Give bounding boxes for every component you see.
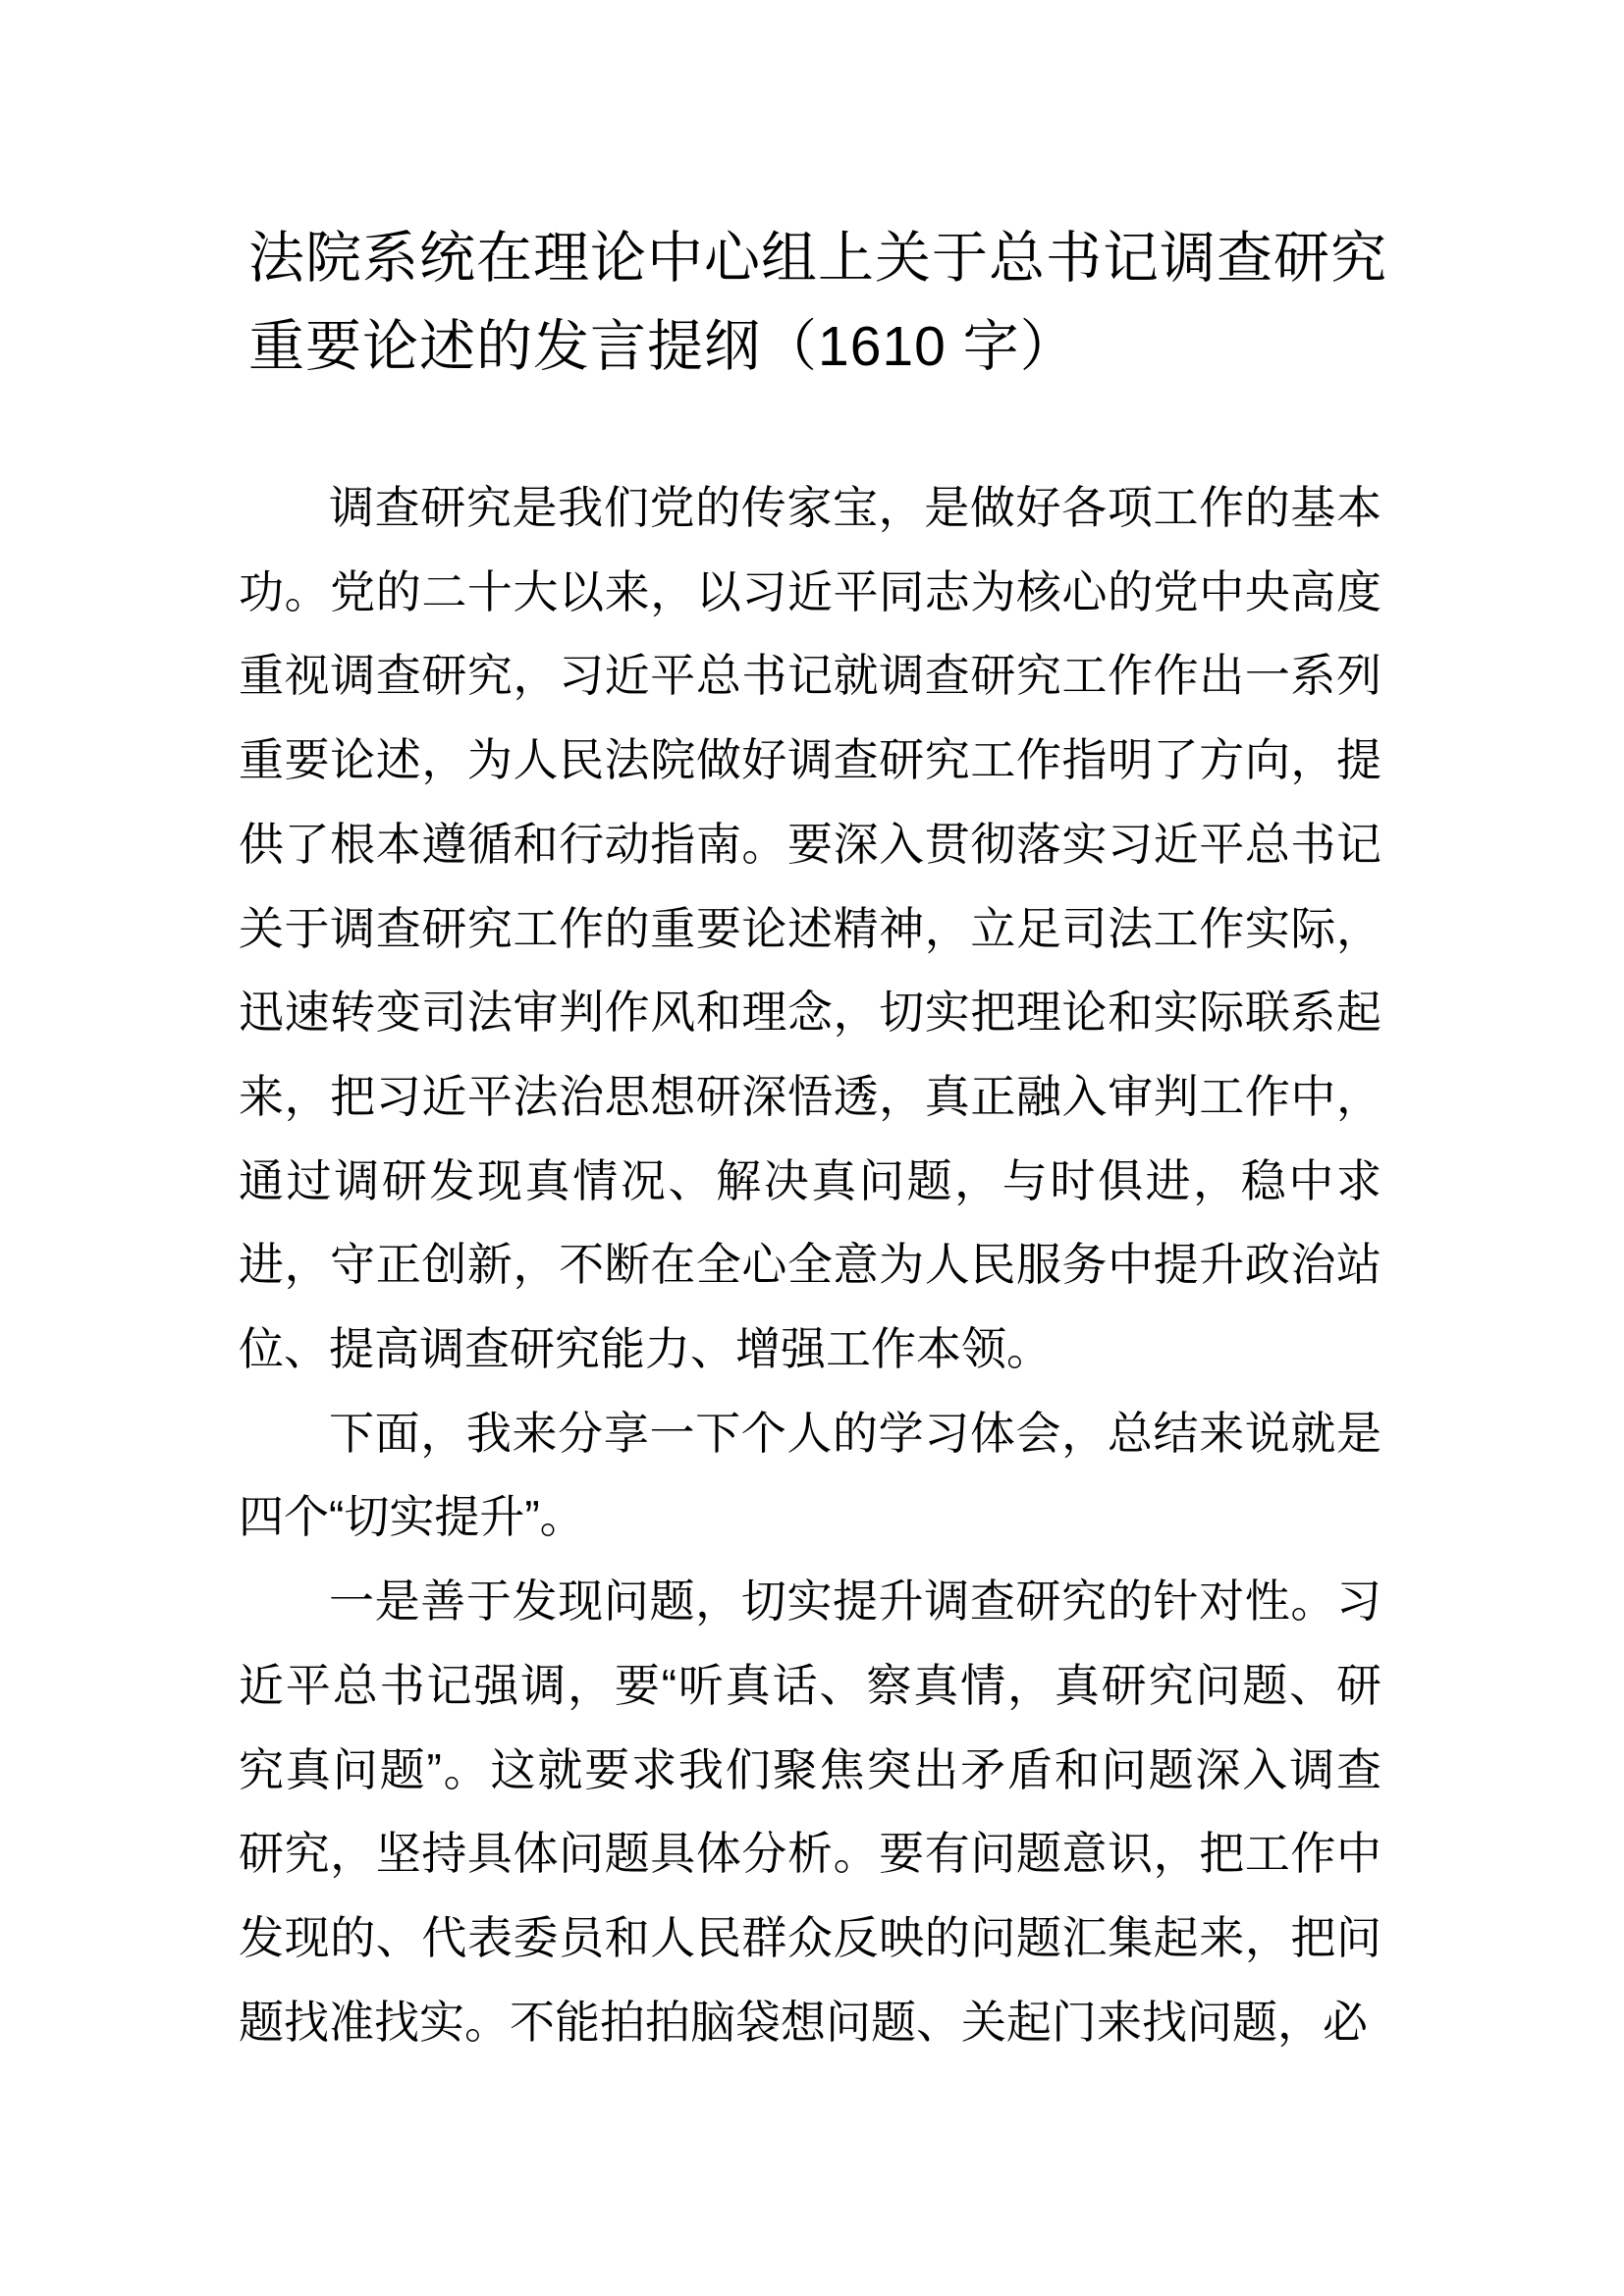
document-body	[239, 466, 1381, 2064]
paragraph-intro: 调查研究是我们党的传家宝，是做好各项工作的基本功。党的二十大以来，以习近平同志为核心的党中央高度重视调查研究，习近平总书记就调查研究工作作出一系列重要论述，为人民法院做好调查研究工作指明了方向，提供了根本遵循和行动指南。要深入贯彻落实习近平总书记关于调查研究工作的重要论述精神，立足司法工作实际，迅速转变司法审判作风和理念，切实把理论和实际联系起来，把习近平法治思想研深悟透，真正融入审判工作中，通过调研发现真情况、解决真问题，与时俱进，稳中求进，守正创新，不断在全心全意为人民服务中提升政治站位、提高调查研究能力、增强工作本领。	[239, 482, 1381, 1375]
document-title: 法院系统在理论中心组上关于总书记调查研究重要论述的发言提纲（1610 字）	[248, 227, 1387, 378]
paragraph-point-one: 一是善于发现问题，切实提升调查研究的针对性。习近平总书记强调，要“听真话、察真情，真研究问题、研究真问题”。这就要求我们聚焦突出矛盾和问题深入调查研究，坚持具体问题具体分析。要有问题意识，把工作中发现的、代表委员和人民群众反映的问题汇集起来，把问题找准找实。不能拍拍脑袋想问题、关起门来找问题，必	[239, 1575, 1381, 2048]
paragraph-transition: 下面，我来分享一下个人的学习体会，总结来说就是四个“切实提升”。	[239, 1407, 1381, 1543]
